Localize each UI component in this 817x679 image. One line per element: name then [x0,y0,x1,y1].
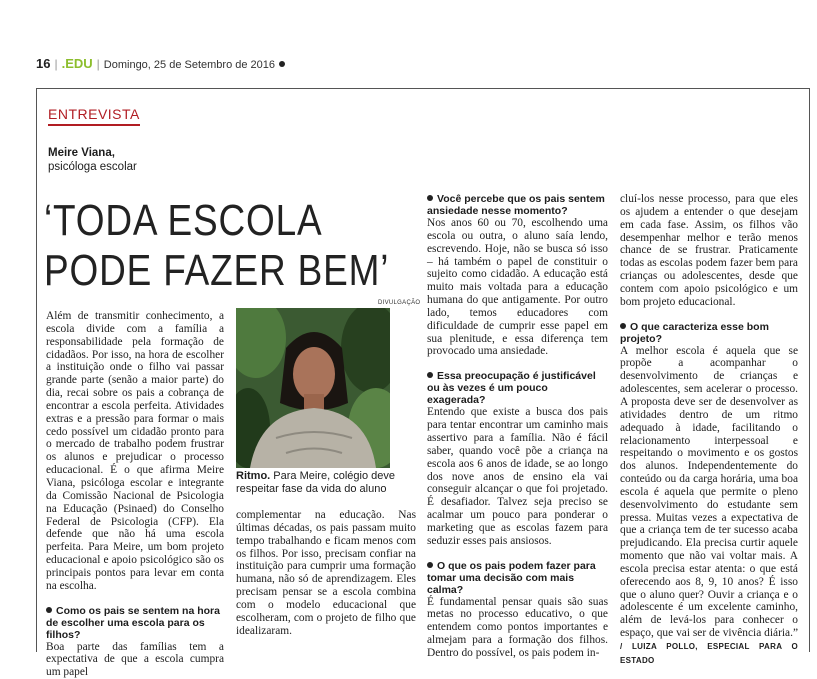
caption-lead: Ritmo. [236,470,271,482]
answer-continuation: complementar na educação. Nas últimas décadas, os pais passam muito tempo trabalhando e ficam menos com os filhos. Por isso, precisam confiar na instituição para cumprir uma formação humana, não só de aprendizagem. Eles precisam pensar se a escola combina com o modelo educacional que escolheram, com o projeto de filho que idealizaram. [236,509,416,637]
answer: Boa parte das famílias tem a expectativa de que a escola cumpra um papel [46,640,224,679]
bullet-icon [427,372,433,378]
answer-continuation: cluí-los nesse processo, para que eles os ajudem a entender o que desejam em cada fase. Assim, os filhos vão desempenhar melhor e terão menos chance de se frustrar. Praticamente todas as escolas podem fazer bem para crianças ou adolescentes, desde que contem com apoio psicológico e um bom projeto educacional. [620,193,798,308]
column-2 [236,509,416,637]
answer: Nos anos 60 ou 70, escolhendo uma escola ou outra, o aluno saía lendo, escrevendo. Hoje, não se busca só isso – há também o papel de constituir o sujeito como cidadão. A educação está muito mais voltada para a educação humana do que antigamente. Por outro lado, temos educadores com dificuldade de cumprir esse papel em sua plenitude, e essa diferença tem provocado uma ansiedade. [427,217,608,358]
column-4 [620,193,798,668]
page-number: 16 [36,56,51,71]
section-name: .EDU [61,56,93,71]
header-separator: | [96,57,100,71]
interviewee-photo [236,308,390,468]
intro-paragraph: Além de transmitir conhecimento, a escola divide com a família a responsabilidade pela formação de cidadãos. Por isso, na hora de escolher a instituição onde o filho vai passar grande parte (senão a maior parte) do dia, recai sobre os pais a cobrança de encontrar a escola perfeita. Atividades extras e a pressão para formar o mais cedo possível um cidadão pronto para o mercado de trabalho podem frustrar os alunos e prejudicar o processo educacional. É o que afirma Meire Viana, psicóloga escolar e integrante da Comissão Nacional de Psicologia na Educação (Psinaed) do Conselho Federal de Psicologia (CFP). Ela defende que não há uma escola perfeita. Para Meire, um bom projeto educacional e apoio psicológico são os principais pontos para levar em conta na escolha. [46,310,224,592]
answer: A melhor escola é aquela que se propõe a acompanhar o desenvolvimento de crianças e adolescentes, sem acelerar o processo. A proposta deve ser de desenvolver as atividades dentro de um ritmo adequado à idade, facilitando o relacionamento interpessoal e respeitando o movimento e os gostos dos alunos. Independentemente do conteúdo ou da carga horária, uma boa escola é aquela que permite o pleno desenvolvimento do estudante sem pressa. Muitas vezes a expectativa de que a criança tem de ter sucesso acaba prejudicando. Ela precisa curtir aquele momento que não vai voltar mais. A escola precisa estar atenta: o que está oferecendo aos 8, 9, 10 anos? É isso que o aluno quer? Ouvir a criança e o adolescente é um excelente caminho, além de levá-los para conhecer o espaço, que vai ser de vivência diária.” / LUIZA POLLO, ESPECIAL PARA O ESTADO [620,344,798,665]
bullet-icon [279,61,285,67]
header-separator: | [54,57,58,71]
section-kicker: ENTREVISTA [48,106,140,126]
page-header [36,56,285,71]
author-signature: / LUIZA POLLO, ESPECIAL PARA O ESTADO [620,642,798,665]
bullet-icon [427,562,433,568]
bullet-icon [620,323,626,329]
interviewee-role: psicóloga escolar [48,161,137,173]
question: Você percebe que os pais sentem ansiedade nesse momento? [427,193,605,217]
column-1 [46,310,224,679]
interviewee-name: Meire Viana, [48,147,115,159]
headline-line-1: ‘TODA ESCOLA [44,196,323,245]
question: Como os pais se sentem na hora de escolher uma escola para os filhos? [46,604,220,641]
question: O que os pais podem fazer para tomar uma decisão com mais calma? [427,559,596,596]
answer: Entendo que existe a busca dos pais para tentar encontrar um caminho mais assertivo para a família. Não é fácil saber, quando você põe a criança na escola aos 6 anos de idade, se ao longo dos nove anos de ensino ela vai conseguir alcançar o que foi projetado. É desafiador. Talvez seja preciso se acalmar um pouco para ponderar o marketing que as escolas fazem para seduzir esses pais ansiosos. [427,406,608,547]
question: O que caracteriza esse bom projeto? [620,320,769,345]
photo-caption [236,470,396,496]
headline-line-2: PODE FAZER BEM’ [44,246,390,295]
bullet-icon [427,195,433,201]
headline [44,196,389,296]
answer: É fundamental pensar quais são suas metas no processo educativo, o que entendem como pontos importantes e almejam para a formação dos filhos. Dentro do possível, os pais podem in- [427,595,608,659]
question: Essa preocupação é justificável ou às vezes é um pouco exagerada? [427,370,596,407]
photo-credit: DIVULGAÇÃO [378,300,421,306]
bullet-icon [46,607,52,613]
caption-text: Para Meire, colégio deve respeitar fase da vida do aluno [236,470,395,495]
publication-date: Domingo, 25 de Setembro de 2016 [103,59,276,71]
byline [48,146,137,174]
column-3 [427,193,608,660]
